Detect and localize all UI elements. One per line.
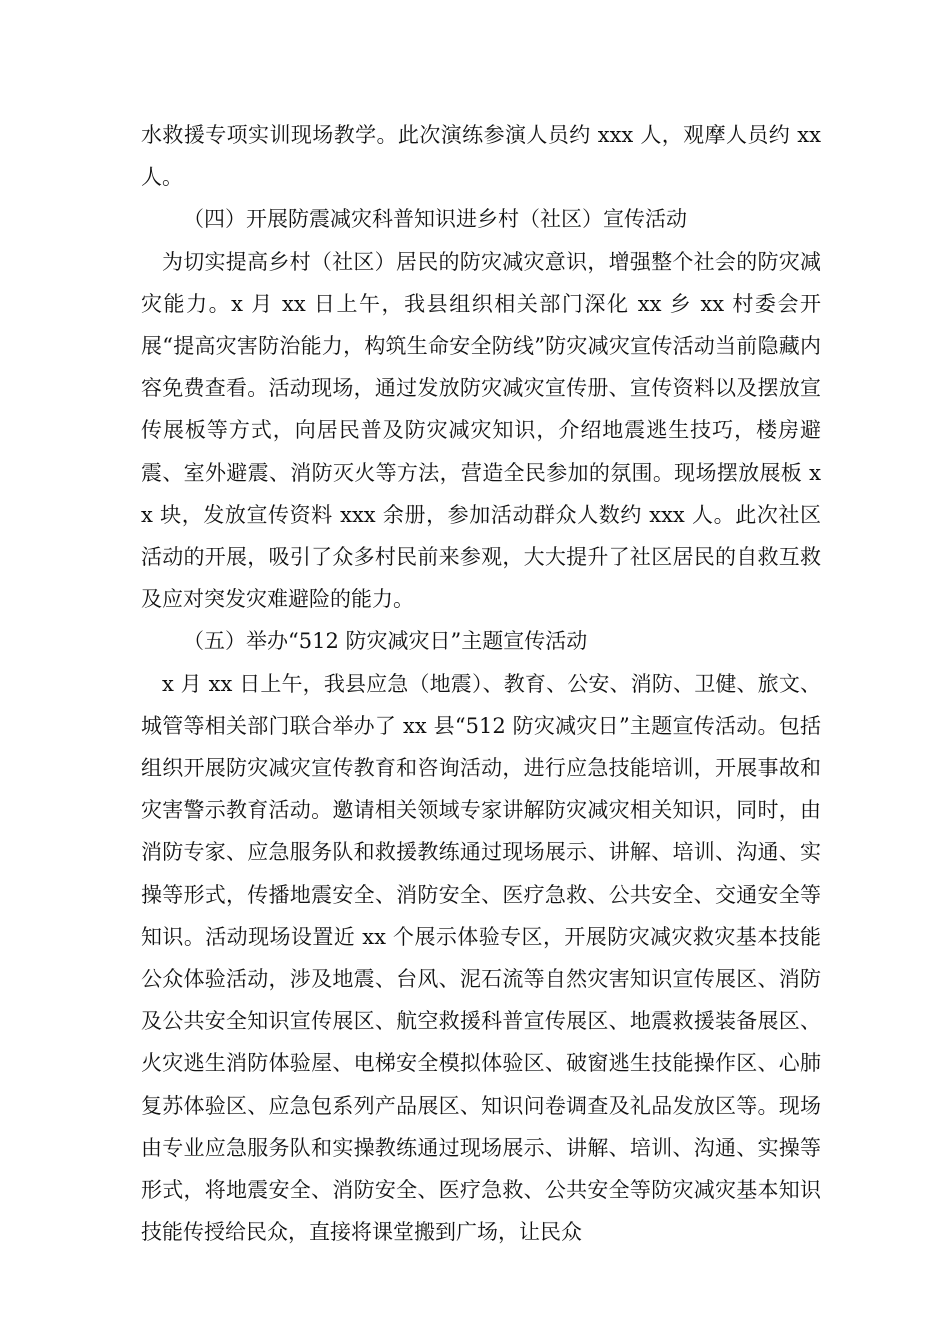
document-body bbox=[141, 114, 821, 1253]
paragraph-section-5: x 月 xx 日上午，我县应急（地震）、教育、公安、消防、卫健、旅文、城管等相关部门联合举办了 xx 县“512 防灾减灾日”主题宣传活动。包括组织开展防灾减灾宣传教育和咨询活动，进行应急技能培训，开展事故和灾害警示教育活动。邀请相关领域专家讲解防灾减灾相关知识，同时，由消防专家、应急服务队和救援教练通过现场展示、讲解、培训、沟通、实操等形式，传播地震安全、消防安全、医疗急救、公共安全、交通安全等知识。活动现场设置近 xx 个展示体验专区，开展防灾减灾救灾基本技能公众体验活动，涉及地震、台风、泥石流等自然灾害知识宣传展区、消防及公共安全知识宣传展区、航空救援科普宣传展区、地震救援装备展区、火灾逃生消防体验屋、电梯安全模拟体验区、破窗逃生技能操作区、心肺复苏体验区、应急包系列产品展区、知识问卷调查及礼品发放区等。现场由专业应急服务队和实操教练通过现场展示、讲解、培训、沟通、实操等形式，将地震安全、消防安全、医疗急救、公共安全等防灾减灾基本知识技能传授给民众，直接将课堂搬到广场，让民众 bbox=[141, 671, 821, 1245]
paragraph-continuation: 水救援专项实训现场教学。此次演练参演人员约 xxx 人，观摩人员约 xx 人。 bbox=[141, 123, 821, 190]
section-heading-4: （四）开展防震减灾科普知识进乡村（社区）宣传活动 bbox=[183, 207, 687, 232]
paragraph-section-4: 为切实提高乡村（社区）居民的防灾减灾意识，增强整个社会的防灾减灾能力。x 月 xx 日上午，我县组织相关部门深化 xx 乡 xx 村委会开展“提高灾害防治能力，构筑生命安全防线”防灾减灾宣传活动当前隐藏内容免费查看。活动现场，通过发放防灾减灾宣传册、宣传资料以及摆放宣传展板等方式，向居民普及防灾减灾知识，介绍地震逃生技巧，楼房避震、室外避震、消防灭火等方法，营造全民参加的氛围。现场摆放展板 xx 块，发放宣传资料 xxx 余册，参加活动群众人数约 xxx 人。此次社区活动的开展，吸引了众多村民前来参观，大大提升了社区居民的自救互救及应对突发灾难避险的能力。 bbox=[141, 249, 821, 612]
section-heading-5: （五）举办“512 防灾减灾日”主题宣传活动 bbox=[183, 629, 588, 654]
